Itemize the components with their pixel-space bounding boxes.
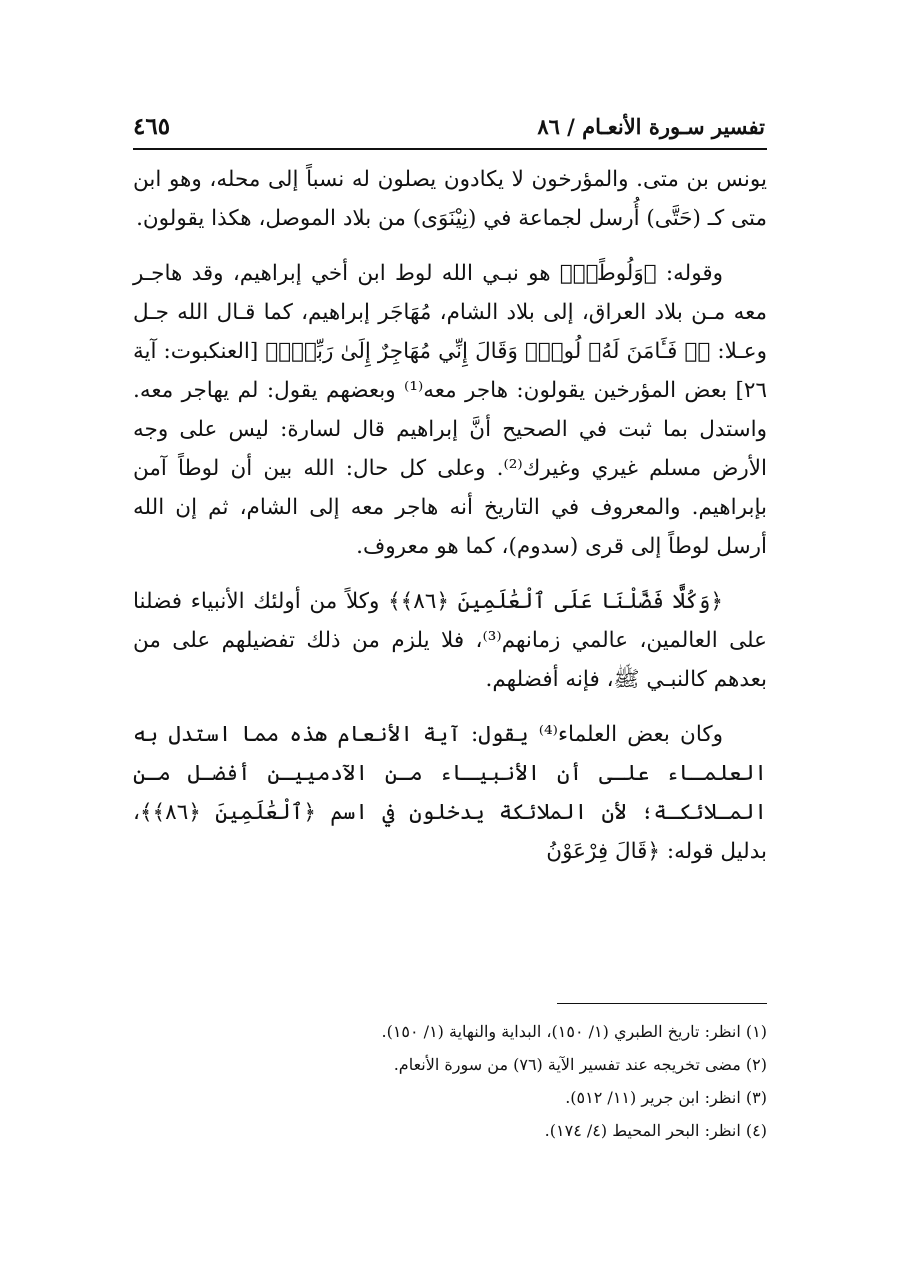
footnote-2: (٢) مضى تخريجه عند تفسير الآية (٧٦) من سورة الأنعام.: [393, 1055, 767, 1074]
header-rule: [133, 148, 767, 150]
main-text: [133, 160, 767, 887]
paragraph-4: وكان بعض العلماء⁽⁴⁾ يقول: آية الأنعام هذه مما استدل به العلمـاء علـى أن الأنبيـاء مـن الآدمييـن أفضـل مـن المـلائكـة؛ لأن الملائكة يدخلون في اسم ﴿ٱلْعَٰلَمِينَ ﴿٨٦﴾﴾، بدليل قوله: ﴿قَالَ فِرْعَوْنُ: [133, 722, 767, 864]
paragraph-2: وقوله: ﴿وَلُوطًاۚ﴾ هو نبـي الله لوط ابن أخي إبراهيم، وقد هاجـر معه مـن بلاد العراق، إلى بلاد الشام، مُهَاجَر إبراهيم، كما قـال الله جـل وعـلا: ﴿۞ فَـَٔامَنَ لَهُۥ لُوطٌۘ وَقَالَ إِنِّي مُهَاجِرٌ إِلَىٰ رَبِّيٓۖ﴾ [العنكبوت: آية ٢٦] بعض المؤرخين يقولون: هاجر معه⁽¹⁾ وبعضهم يقول: لم يهاجر معه. واستدل بما ثبت في الصحيح أنَّ إبراهيم قال لسارة: ليس على وجه الأرض مسلم غيري وغيرك⁽²⁾. وعلى كل حال: الله بين أن لوطاً آمن بإبراهيم. والمعروف في التاريخ أنه هاجر معه إلى الشام، ثم إن الله أرسل لوطاً إلى قرى (سدوم)، كما هو معروف.: [133, 261, 767, 559]
paragraph-1: يونس بن متى. والمؤرخون لا يكادون يصلون له نسباً إلى محله، وهو ابن متى كـ (حَتَّى) أُرسل لجماعة في (نِيْنَوَى) من بلاد الموصل، هكذا يقولون.: [133, 167, 767, 231]
footnotes: [133, 1015, 767, 1147]
paragraph-3: ﴿وَكُلًّا فَضَّلْنَا عَلَى ٱلْعَٰلَمِينَ ﴿٨٦﴾﴾ وكلاً من أولئك الأنبياء فضلنا على العالمين، عالمي زمانهم⁽³⁾، فلا يلزم من ذلك تفضيلهم على من بعدهم كالنبـي ﷺ، فإنه أفضلهم.: [133, 589, 767, 692]
footnote-1: (١) انظر: تاريخ الطبري (١/ ١٥٠)، البداية والنهاية (١/ ١٥٠).: [381, 1022, 767, 1041]
footnote-separator: [557, 1003, 767, 1004]
footnote-3: (٣) انظر: ابن جرير (١١/ ٥١٢).: [565, 1088, 767, 1107]
page-number: ٤٦٥: [133, 112, 171, 140]
footnote-4: (٤) انظر: البحر المحيط (٤/ ١٧٤).: [544, 1121, 767, 1140]
running-title: تفسير سـورة الأنعـام / ٨٦: [537, 113, 765, 139]
page-header: [133, 108, 765, 144]
